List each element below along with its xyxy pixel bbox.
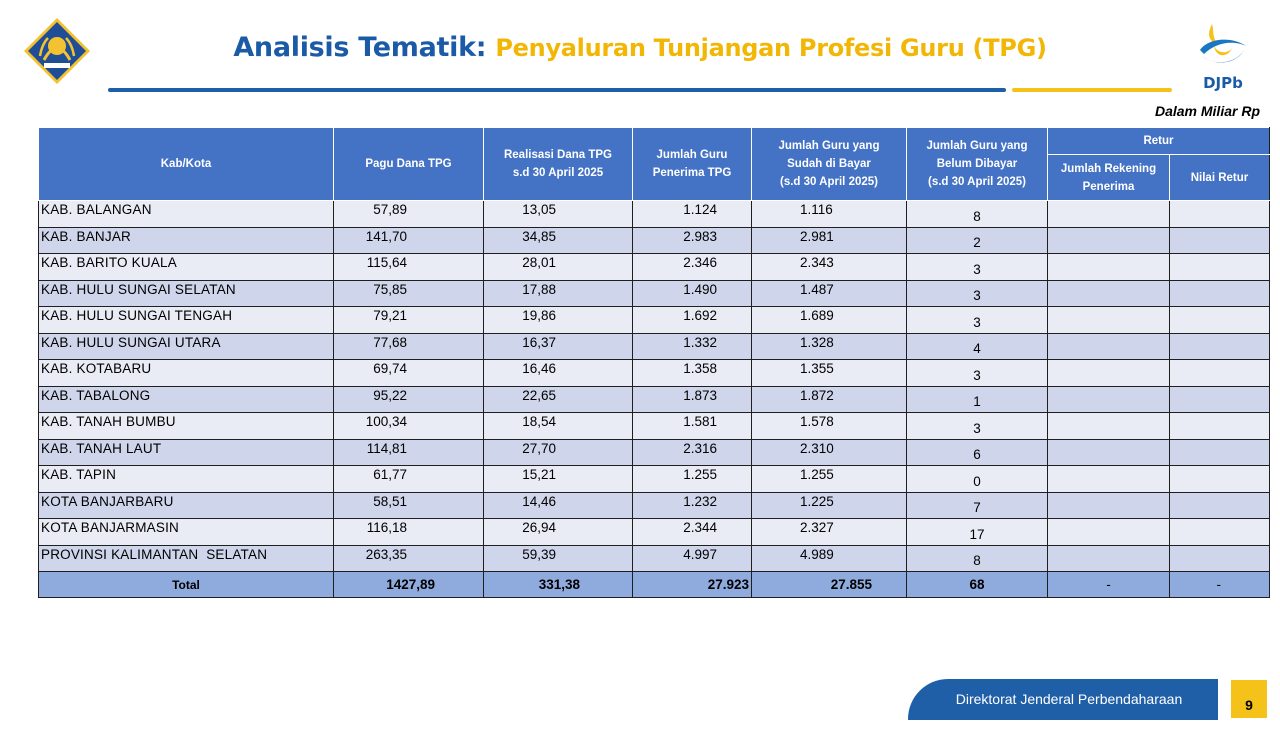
cell-penerima: 2.983	[633, 227, 752, 254]
cell-realisasi: 14,46	[484, 492, 633, 519]
cell-realisasi: 34,85	[484, 227, 633, 254]
cell-pagu: 57,89	[334, 201, 484, 228]
cell-realisasi: 22,65	[484, 386, 633, 413]
cell-retur-rekening	[1048, 386, 1170, 413]
table-row	[39, 386, 1270, 413]
cell-penerima: 1.232	[633, 492, 752, 519]
cell-kab-kota: KOTA BANJARBARU	[39, 492, 334, 519]
cell-pagu: 77,68	[334, 333, 484, 360]
cell-realisasi: 26,94	[484, 519, 633, 546]
cell-realisasi: 13,05	[484, 201, 633, 228]
cell-realisasi: 59,39	[484, 545, 633, 572]
cell-retur-nilai	[1170, 254, 1270, 281]
title-underline-blue	[108, 88, 1006, 92]
cell-kab-kota: KAB. TANAH LAUT	[39, 439, 334, 466]
cell-penerima: 2.316	[633, 439, 752, 466]
total-penerima: 27.923	[633, 572, 752, 598]
cell-sudah: 1.355	[752, 360, 907, 387]
cell-belum: 2	[907, 227, 1048, 254]
cell-belum: 17	[907, 519, 1048, 546]
cell-realisasi: 15,21	[484, 466, 633, 493]
cell-sudah: 1.328	[752, 333, 907, 360]
djpb-logo-text: DJPb	[1203, 74, 1243, 92]
cell-belum: 1	[907, 386, 1048, 413]
djpb-logo	[1188, 20, 1258, 92]
table-row	[39, 360, 1270, 387]
cell-belum: 3	[907, 280, 1048, 307]
header-sudah-dibayar: Jumlah Guru yang Sudah di Bayar (s.d 30 April 2025)	[752, 128, 907, 201]
cell-retur-rekening	[1048, 254, 1170, 281]
table-row	[39, 545, 1270, 572]
cell-realisasi: 27,70	[484, 439, 633, 466]
cell-belum: 0	[907, 466, 1048, 493]
cell-penerima: 1.332	[633, 333, 752, 360]
total-sudah: 27.855	[752, 572, 907, 598]
cell-retur-nilai	[1170, 227, 1270, 254]
table-row	[39, 227, 1270, 254]
header-retur: Retur	[1048, 128, 1270, 155]
cell-belum: 4	[907, 333, 1048, 360]
cell-kab-kota: KAB. HULU SUNGAI TENGAH	[39, 307, 334, 334]
cell-kab-kota: KAB. TANAH BUMBU	[39, 413, 334, 440]
cell-pagu: 95,22	[334, 386, 484, 413]
cell-penerima: 1.358	[633, 360, 752, 387]
header-realisasi: Realisasi Dana TPG s.d 30 April 2025	[484, 128, 633, 201]
cell-pagu: 114,81	[334, 439, 484, 466]
cell-belum: 8	[907, 201, 1048, 228]
cell-sudah: 1.578	[752, 413, 907, 440]
cell-belum: 3	[907, 307, 1048, 334]
cell-retur-rekening	[1048, 413, 1170, 440]
table-row	[39, 519, 1270, 546]
header-retur-nilai: Nilai Retur	[1170, 155, 1270, 201]
cell-kab-kota: KAB. BARITO KUALA	[39, 254, 334, 281]
cell-retur-nilai	[1170, 466, 1270, 493]
cell-realisasi: 16,46	[484, 360, 633, 387]
cell-belum: 6	[907, 439, 1048, 466]
header-retur-rekening: Jumlah Rekening Penerima	[1048, 155, 1170, 201]
cell-sudah: 2.310	[752, 439, 907, 466]
total-pagu: 1427,89	[334, 572, 484, 598]
cell-pagu: 100,34	[334, 413, 484, 440]
cell-kab-kota: KAB. TAPIN	[39, 466, 334, 493]
table-row	[39, 333, 1270, 360]
total-belum: 68	[907, 572, 1048, 598]
cell-kab-kota: KAB. TABALONG	[39, 386, 334, 413]
cell-kab-kota: KOTA BANJARMASIN	[39, 519, 334, 546]
cell-sudah: 2.343	[752, 254, 907, 281]
cell-retur-rekening	[1048, 307, 1170, 334]
cell-sudah: 1.255	[752, 466, 907, 493]
cell-penerima: 1.692	[633, 307, 752, 334]
cell-penerima: 1.873	[633, 386, 752, 413]
cell-penerima: 1.124	[633, 201, 752, 228]
cell-retur-nilai	[1170, 201, 1270, 228]
table-row	[39, 466, 1270, 493]
cell-pagu: 263,35	[334, 545, 484, 572]
cell-retur-rekening	[1048, 360, 1170, 387]
cell-retur-rekening	[1048, 519, 1170, 546]
cell-retur-rekening	[1048, 201, 1170, 228]
cell-retur-rekening	[1048, 492, 1170, 519]
cell-retur-rekening	[1048, 545, 1170, 572]
tpg-table	[38, 127, 1270, 598]
cell-sudah: 2.981	[752, 227, 907, 254]
cell-retur-nilai	[1170, 333, 1270, 360]
total-retur-nilai: -	[1170, 572, 1270, 598]
title-underline-yellow	[1012, 88, 1172, 92]
cell-sudah: 4.989	[752, 545, 907, 572]
cell-sudah: 1.872	[752, 386, 907, 413]
cell-retur-nilai	[1170, 280, 1270, 307]
cell-pagu: 58,51	[334, 492, 484, 519]
header-kab-kota: Kab/Kota	[39, 128, 334, 201]
cell-pagu: 75,85	[334, 280, 484, 307]
cell-pagu: 115,64	[334, 254, 484, 281]
total-realisasi: 331,38	[484, 572, 633, 598]
cell-kab-kota: KAB. BANJAR	[39, 227, 334, 254]
cell-kab-kota: KAB. HULU SUNGAI UTARA	[39, 333, 334, 360]
title-main: Penyaluran Tunjangan Profesi Guru (TPG)	[495, 34, 1047, 62]
cell-realisasi: 17,88	[484, 280, 633, 307]
unit-note: Dalam Miliar Rp	[1154, 103, 1260, 119]
total-retur-rekening: -	[1048, 572, 1170, 598]
cell-retur-rekening	[1048, 466, 1170, 493]
header-pagu: Pagu Dana TPG	[334, 128, 484, 201]
cell-retur-rekening	[1048, 227, 1170, 254]
cell-pagu: 69,74	[334, 360, 484, 387]
cell-retur-nilai	[1170, 360, 1270, 387]
cell-kab-kota: KAB. BALANGAN	[39, 201, 334, 228]
cell-retur-nilai	[1170, 413, 1270, 440]
table-row	[39, 254, 1270, 281]
cell-pagu: 61,77	[334, 466, 484, 493]
cell-belum: 3	[907, 254, 1048, 281]
cell-sudah: 1.116	[752, 201, 907, 228]
title-prefix: Analisis Tematik:	[233, 32, 487, 63]
cell-retur-rekening	[1048, 280, 1170, 307]
page-number: 9	[1231, 680, 1267, 718]
cell-penerima: 4.997	[633, 545, 752, 572]
footer-org-label: Direktorat Jenderal Perbendaharaan	[908, 679, 1218, 720]
cell-retur-nilai	[1170, 386, 1270, 413]
total-row	[39, 572, 1270, 598]
table-row	[39, 413, 1270, 440]
page-title	[0, 32, 1280, 63]
header-belum-dibayar: Jumlah Guru yang Belum Dibayar (s.d 30 April 2025)	[907, 128, 1048, 201]
header-penerima: Jumlah Guru Penerima TPG	[633, 128, 752, 201]
cell-belum: 7	[907, 492, 1048, 519]
cell-realisasi: 28,01	[484, 254, 633, 281]
cell-kab-kota: PROVINSI KALIMANTAN SELATAN	[39, 545, 334, 572]
table-row	[39, 492, 1270, 519]
cell-penerima: 2.344	[633, 519, 752, 546]
cell-belum: 3	[907, 413, 1048, 440]
cell-retur-rekening	[1048, 439, 1170, 466]
cell-penerima: 1.490	[633, 280, 752, 307]
cell-pagu: 141,70	[334, 227, 484, 254]
total-label: Total	[39, 572, 334, 598]
table-row	[39, 307, 1270, 334]
cell-retur-nilai	[1170, 439, 1270, 466]
cell-retur-nilai	[1170, 307, 1270, 334]
cell-realisasi: 18,54	[484, 413, 633, 440]
cell-kab-kota: KAB. KOTABARU	[39, 360, 334, 387]
cell-realisasi: 19,86	[484, 307, 633, 334]
cell-retur-nilai	[1170, 545, 1270, 572]
cell-penerima: 2.346	[633, 254, 752, 281]
cell-sudah: 2.327	[752, 519, 907, 546]
cell-kab-kota: KAB. HULU SUNGAI SELATAN	[39, 280, 334, 307]
cell-sudah: 1.689	[752, 307, 907, 334]
table-row	[39, 439, 1270, 466]
cell-retur-nilai	[1170, 519, 1270, 546]
table-row	[39, 201, 1270, 228]
cell-penerima: 1.255	[633, 466, 752, 493]
cell-penerima: 1.581	[633, 413, 752, 440]
cell-sudah: 1.225	[752, 492, 907, 519]
cell-sudah: 1.487	[752, 280, 907, 307]
cell-retur-nilai	[1170, 492, 1270, 519]
cell-realisasi: 16,37	[484, 333, 633, 360]
cell-belum: 3	[907, 360, 1048, 387]
cell-belum: 8	[907, 545, 1048, 572]
table-row	[39, 280, 1270, 307]
cell-retur-rekening	[1048, 333, 1170, 360]
cell-pagu: 116,18	[334, 519, 484, 546]
cell-pagu: 79,21	[334, 307, 484, 334]
